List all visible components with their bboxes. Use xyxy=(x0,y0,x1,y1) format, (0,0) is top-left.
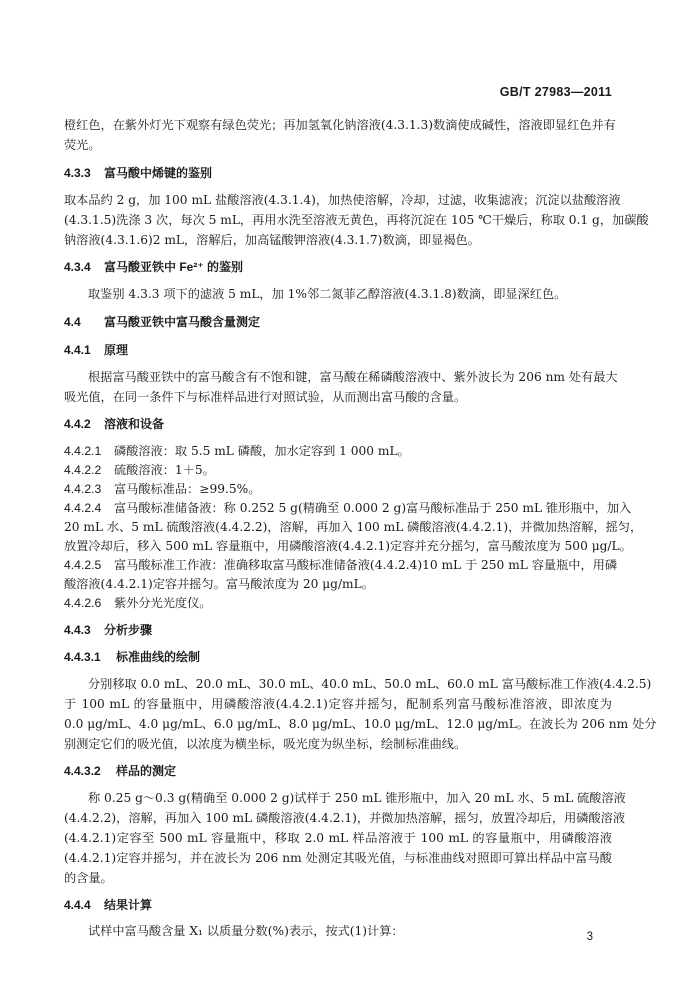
section-title: 标准曲线的绘制 xyxy=(116,650,201,664)
clause-4-4-2-3 xyxy=(64,480,260,498)
section-title: 富马酸亚铁中 Fe²⁺ 的鉴别 xyxy=(104,260,244,274)
paragraph-line: 吸光值，在同一条件下与标准样品进行对照试验，从而测出富马酸的含量。 xyxy=(64,390,467,404)
paragraph-line: 酸溶液(4.4.2.1)定容并摇匀。富马酸浓度为 20 μg/mL。 xyxy=(64,577,374,591)
paragraph-line: 橙红色，在紫外灯光下观察有绿色荧光；再加氢氧化钠溶液(4.3.1.3)数滴使成碱性，溶液即显红色并有 xyxy=(64,118,616,132)
paragraph-line: 钠溶液(4.3.1.6)2 mL，溶解后，加高锰酸钾溶液(4.3.1.7)数滴，即显褐色。 xyxy=(64,233,480,247)
section-number: 4.4.2 xyxy=(64,417,91,431)
section-title: 分析步骤 xyxy=(104,623,153,637)
clause-4-4-2-5 xyxy=(64,556,618,574)
section-number: 4.4.3.2 xyxy=(64,764,101,778)
section-number: 4.4 xyxy=(64,315,81,329)
paragraph-line: 取鉴别 4.3.3 项下的滤液 5 mL，加 1%邻二氮菲乙醇溶液(4.3.1.8)数滴，即显深红色。 xyxy=(88,287,567,301)
clause-number: 4.4.2.1 xyxy=(64,444,102,458)
section-title: 富马酸亚铁中富马酸含量测定 xyxy=(104,315,261,329)
clause-text: 富马酸标准品：≥99.5%。 xyxy=(114,482,261,496)
clause-number: 4.4.2.4 xyxy=(64,501,102,515)
clause-4-4-2-6 xyxy=(64,594,212,612)
page-number: 3 xyxy=(586,931,593,943)
clause-4-4-2-1 xyxy=(64,442,410,460)
section-title: 溶液和设备 xyxy=(104,417,165,431)
paragraph-line: 取本品约 2 g，加 100 mL 盐酸溶液(4.3.1.4)，加热使溶解，冷却，过滤，收集滤液；沉淀以盐酸溶液 xyxy=(64,193,621,207)
clause-4-4-2-2 xyxy=(64,461,215,479)
section-number: 4.4.4 xyxy=(64,898,91,912)
paragraph-line: 的含量。 xyxy=(64,871,113,885)
paragraph-line: 荧光。 xyxy=(64,138,101,152)
clause-number: 4.4.2.2 xyxy=(64,463,102,477)
section-number: 4.4.3 xyxy=(64,623,91,637)
standard-number-header: GB/T 27983—2011 xyxy=(499,85,612,99)
paragraph-line: 于 100 mL 的容量瓶中，用磷酸溶液(4.4.2.1)定容并摇匀，配制系列富马酸标准溶液，即浓度为 xyxy=(64,697,612,711)
section-heading-4-4-3-1 xyxy=(64,648,200,666)
section-heading-4-4 xyxy=(64,313,260,331)
section-heading-4-4-3-2 xyxy=(64,762,176,780)
section-heading-4-3-4 xyxy=(64,258,243,276)
clause-text: 磷酸溶液：取 5.5 mL 磷酸，加水定容到 1 000 mL。 xyxy=(114,444,410,458)
paragraph-line: 20 mL 水、5 mL 硫酸溶液(4.4.2.2)，溶解，再加入 100 mL 磷酸溶液(4.4.2.1)，并微加热溶解，摇匀， xyxy=(64,520,643,534)
paragraph-line: 0.0 μg/mL、4.0 μg/mL、6.0 μg/mL、8.0 μg/mL、10.0 μg/mL、12.0 μg/mL。在波长为 206 nm 处分 xyxy=(64,717,657,731)
section-heading-4-4-4 xyxy=(64,896,152,914)
paragraph-line: 试样中富马酸含量 X₁ 以质量分数(%)表示，按式(1)计算： xyxy=(88,924,404,938)
section-number: 4.4.1 xyxy=(64,343,91,357)
section-number: 4.3.4 xyxy=(64,260,91,274)
paragraph-line: (4.4.2.2)，溶解，再加入 100 mL 磷酸溶液(4.4.2.1)，并微加热溶解，摇匀，放置冷却后，用磷酸溶液 xyxy=(64,811,626,825)
section-title: 结果计算 xyxy=(104,898,153,912)
clause-4-4-2-4 xyxy=(64,499,632,517)
section-heading-4-4-1 xyxy=(64,341,128,359)
section-title: 样品的测定 xyxy=(116,764,177,778)
section-title: 原理 xyxy=(104,343,129,357)
paragraph-line: (4.3.1.5)洗涤 3 次，每次 5 mL，再用水洗至溶液无黄色，再将沉淀在 105 ℃干燥后，称取 0.1 g，加碳酸 xyxy=(64,213,649,227)
clause-text: 硫酸溶液：1＋5。 xyxy=(114,463,215,477)
section-heading-4-4-2 xyxy=(64,415,164,433)
clause-text: 紫外分光光度仪。 xyxy=(114,596,212,610)
section-number: 4.3.3 xyxy=(64,166,91,180)
paragraph-line: 放置冷却后，移入 500 mL 容量瓶中，用磷酸溶液(4.4.2.1)定容并充分摇匀，富马酸浓度为 500 μg/L。 xyxy=(64,539,632,553)
clause-text: 富马酸标准储备液：称 0.252 5 g(精确至 0.000 2 g)富马酸标准品于 250 mL 锥形瓶中，加入 xyxy=(114,501,632,515)
section-title: 富马酸中烯键的鉴别 xyxy=(104,166,213,180)
clause-number: 4.4.2.3 xyxy=(64,482,102,496)
section-number: 4.4.3.1 xyxy=(64,650,101,664)
section-heading-4-4-3 xyxy=(64,621,152,639)
paragraph-line: 别测定它们的吸光值，以浓度为横坐标，吸光度为纵坐标，绘制标准曲线。 xyxy=(64,737,467,751)
paragraph-line: (4.4.2.1)定容并摇匀，并在波长为 206 nm 处测定其吸光值，与标准曲线对照即可算出样品中富马酸 xyxy=(64,851,612,865)
paragraph-line: 分别移取 0.0 mL、20.0 mL、30.0 mL、40.0 mL、50.0 mL、60.0 mL 富马酸标准工作液(4.4.2.5) xyxy=(88,677,652,691)
clause-number: 4.4.2.5 xyxy=(64,558,102,572)
clause-text: 富马酸标准工作液：准确移取富马酸标准储备液(4.4.2.4)10 mL 于 250 mL 容量瓶中，用磷 xyxy=(114,558,618,572)
paragraph-line: (4.4.2.1)定容至 500 mL 容量瓶中，移取 2.0 mL 样品溶液于 100 mL 的容量瓶中，用磷酸溶液 xyxy=(64,831,612,845)
paragraph-line: 称 0.25 g～0.3 g(精确至 0.000 2 g)试样于 250 mL 锥形瓶中，加入 20 mL 水、5 mL 硫酸溶液 xyxy=(88,791,626,805)
clause-number: 4.4.2.6 xyxy=(64,596,102,610)
section-heading-4-3-3 xyxy=(64,164,212,182)
paragraph-line: 根据富马酸亚铁中的富马酸含有不饱和键，富马酸在稀磷酸溶液中、紫外波长为 206 nm 处有最大 xyxy=(88,370,618,384)
